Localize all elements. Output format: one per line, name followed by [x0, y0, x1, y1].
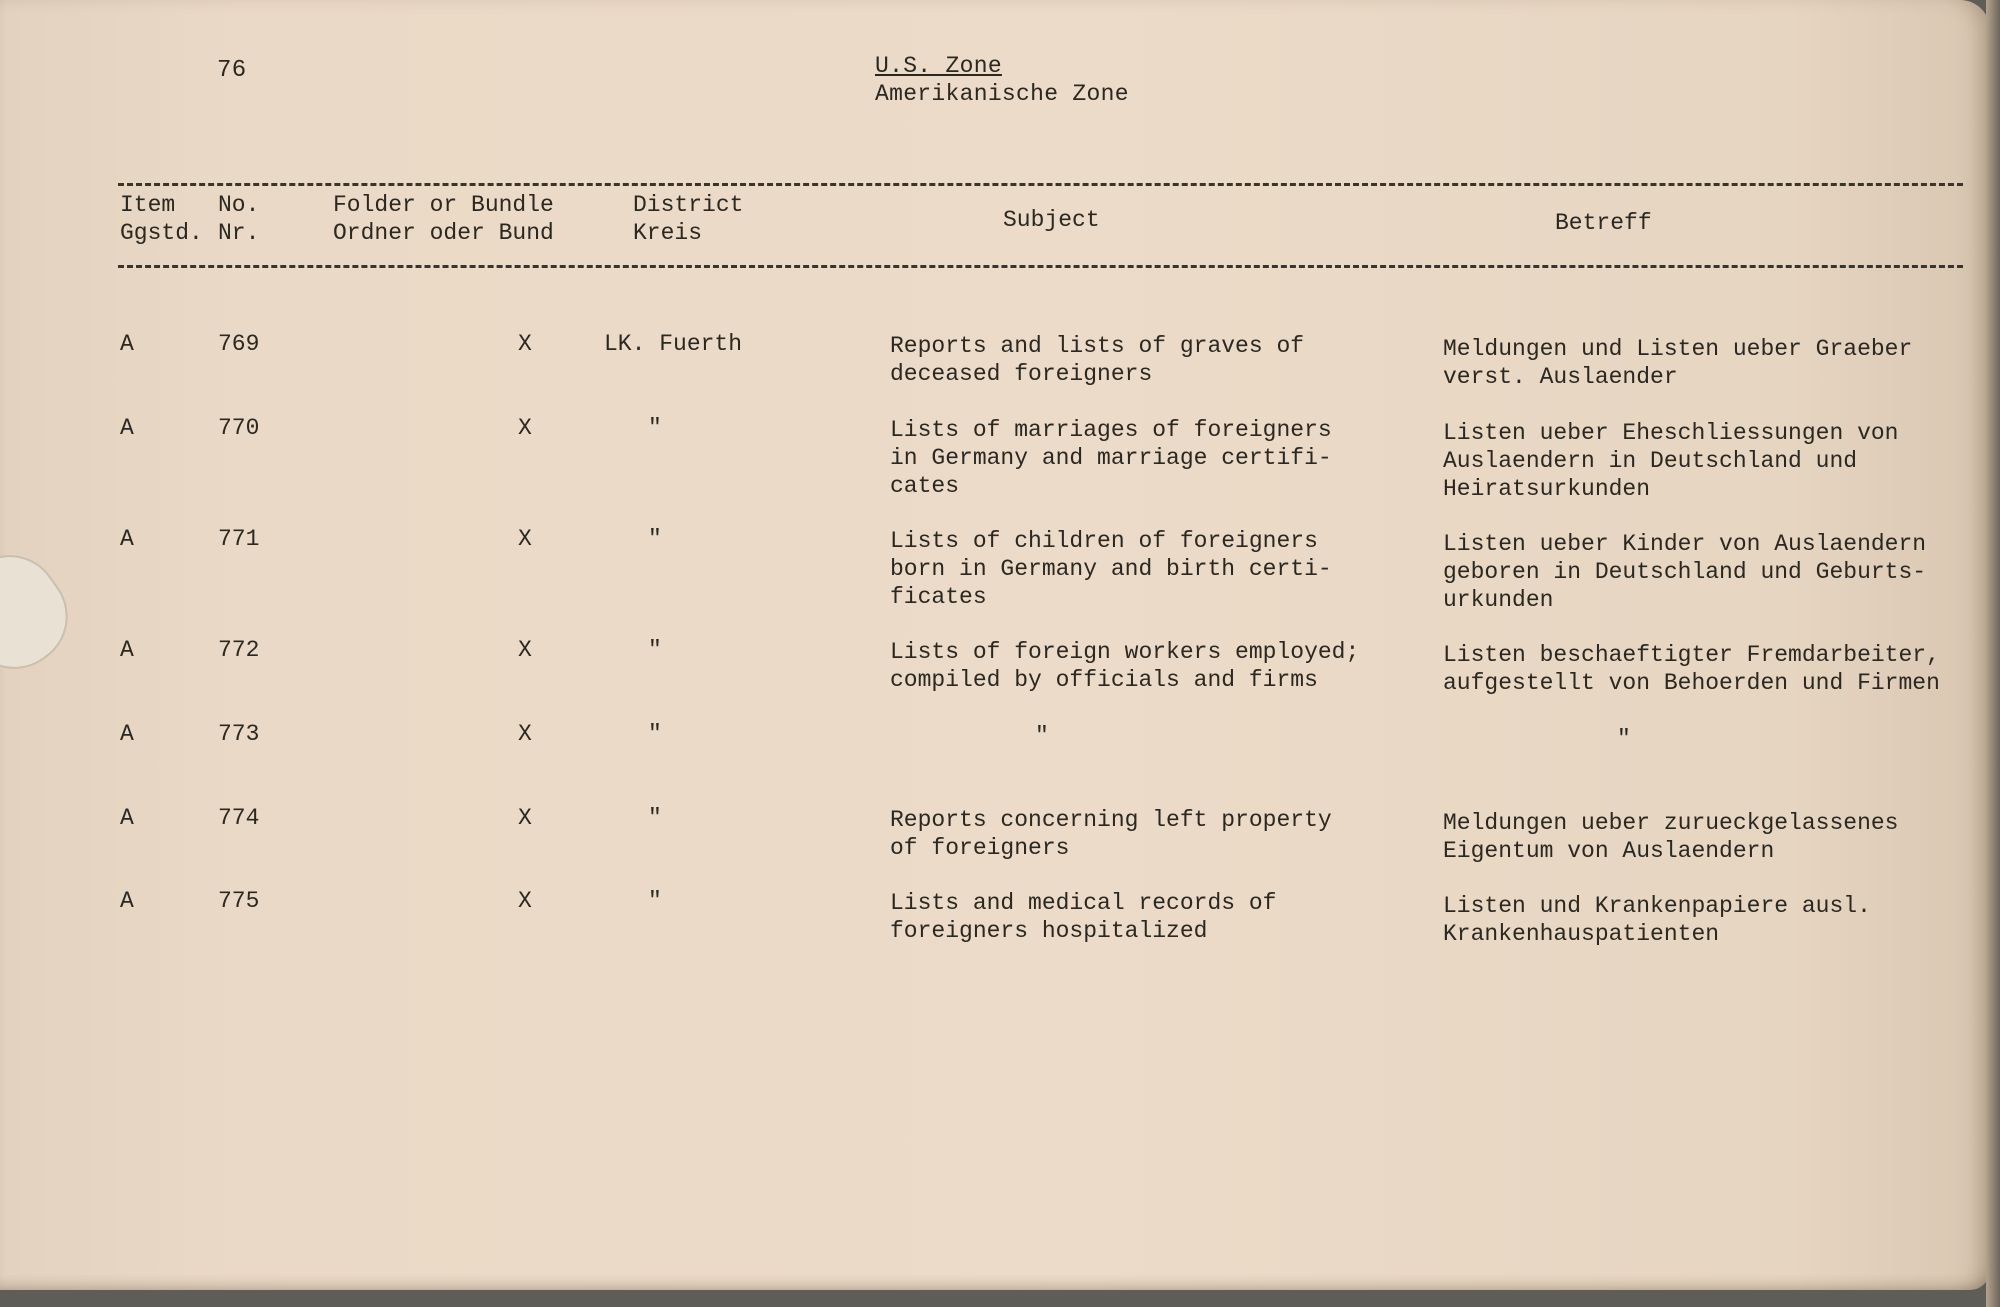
row-772-district: "	[648, 637, 662, 663]
row-774-no: 774	[218, 805, 260, 831]
binder-edge	[1986, 0, 2000, 1307]
header-district: District Kreis	[633, 192, 744, 246]
row-770-subject: Lists of marriages of foreigners in Germany and marriage certifi- cates	[890, 417, 1332, 499]
row-770-folder: X	[518, 415, 532, 441]
row-775-item: A	[120, 888, 134, 914]
row-769-district: LK. Fuerth	[604, 331, 743, 357]
row-772-subject: Lists of foreign workers employed; compiled by officials and firms	[890, 639, 1360, 693]
row-773-district: "	[648, 721, 662, 747]
zone-subtitle: Amerikanische Zone	[875, 81, 1129, 107]
row-771-district: "	[648, 526, 662, 552]
page-number: 76	[217, 57, 247, 84]
row-774-subject: Reports concerning left property of foreigners	[890, 807, 1332, 861]
row-773-betreff: "	[1617, 726, 1631, 752]
row-770-item: A	[120, 415, 134, 441]
row-772-no: 772	[218, 637, 260, 663]
header-top-rule	[118, 183, 1963, 186]
row-775-district: "	[648, 888, 662, 914]
header-bottom-rule	[118, 265, 1963, 268]
header-subject: Subject	[1003, 207, 1100, 233]
row-771-betreff: Listen ueber Kinder von Auslaendern geboren in Deutschland und Geburts- urkunden	[1443, 531, 1927, 613]
header-folder: Folder or Bundle Ordner oder Bund	[333, 192, 554, 246]
row-774-item: A	[120, 805, 134, 831]
row-774-folder: X	[518, 805, 532, 831]
row-769-folder: X	[518, 331, 532, 357]
row-773-folder: X	[518, 721, 532, 747]
row-769-betreff: Meldungen und Listen ueber Graeber verst. Auslaender	[1443, 336, 1913, 390]
header-betreff: Betreff	[1555, 210, 1652, 236]
header-no: No. Nr.	[218, 192, 260, 246]
row-771-subject: Lists of children of foreigners born in Germany and birth certi- ficates	[890, 528, 1332, 610]
row-772-betreff: Listen beschaeftigter Fremdarbeiter, aufgestellt von Behoerden und Firmen	[1443, 642, 1940, 696]
row-770-no: 770	[218, 415, 260, 441]
row-769-no: 769	[218, 331, 260, 357]
row-774-district: "	[648, 805, 662, 831]
row-773-item: A	[120, 721, 134, 747]
row-775-subject: Lists and medical records of foreigners hospitalized	[890, 890, 1277, 944]
row-772-folder: X	[518, 637, 532, 663]
row-773-no: 773	[218, 721, 260, 747]
row-771-item: A	[120, 526, 134, 552]
row-769-subject: Reports and lists of graves of deceased foreigners	[890, 333, 1305, 387]
header-item: Item Ggstd.	[120, 192, 203, 246]
row-769-item: A	[120, 331, 134, 357]
zone-title: U.S. Zone	[875, 53, 1002, 79]
row-771-no: 771	[218, 526, 260, 552]
page-tab-decoration	[0, 535, 87, 688]
row-771-folder: X	[518, 526, 532, 552]
row-773-subject: "	[1035, 723, 1049, 749]
row-772-item: A	[120, 637, 134, 663]
row-770-district: "	[648, 415, 662, 441]
row-770-betreff: Listen ueber Eheschliessungen von Auslaendern in Deutschland und Heiratsurkunden	[1443, 420, 1899, 502]
row-775-betreff: Listen und Krankenpapiere ausl. Krankenhauspatienten	[1443, 893, 1871, 947]
row-775-no: 775	[218, 888, 260, 914]
row-774-betreff: Meldungen ueber zurueckgelassenes Eigentum von Auslaendern	[1443, 810, 1899, 864]
row-775-folder: X	[518, 888, 532, 914]
